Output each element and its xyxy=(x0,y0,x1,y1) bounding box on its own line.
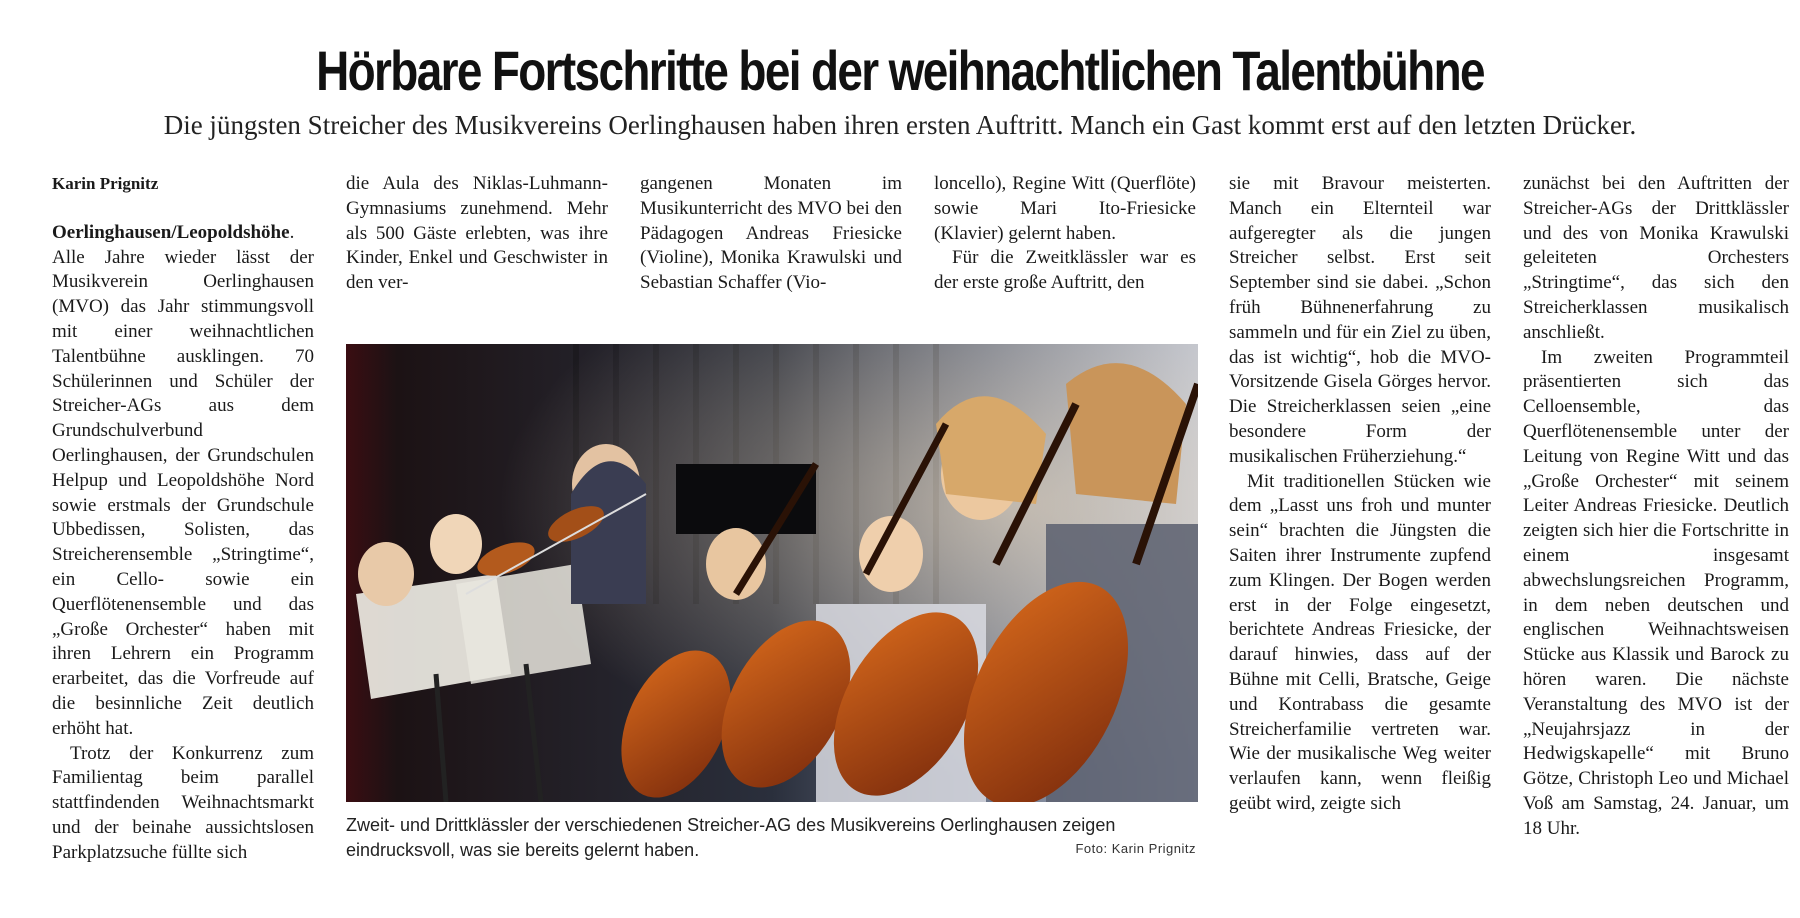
paragraph: Trotz der Konkurrenz zum Familientag beim parallel stattfindenden Weihnachtsmarkt und der beinahe aussichtslosen Parkplatzsuche füllte sich xyxy=(52,742,314,863)
paragraph: sie mit Bravour meisterten. Manch ein Elternteil war aufgeregter als die jungen Streicher selbst. Erst seit September sind sie dabei. „Schon früh Bühnenerfahrung zu sammeln und für ein Ziel zu üben, das ist wichtig“, hob die MVO-Vorsitzende Gisela Görges hervor. Die Streicherklassen seien „eine besondere Form der musikalischen Früherziehung.“ xyxy=(1229,173,1491,467)
headline: Hörbare Fortschritte bei der weihnachtlichen Talentbühne xyxy=(316,39,1484,102)
orchestra-photo xyxy=(346,344,1198,802)
paragraph: die Aula des Niklas-Luhmann-Gymnasiums zunehmend. Mehr als 500 Gäste erlebten, was ihre Kinder, Enkel und Geschwister in den ver- xyxy=(346,173,608,294)
lead-paragraph xyxy=(52,221,314,742)
article-column-2 xyxy=(346,172,608,296)
article-column-4 xyxy=(934,172,1196,296)
dateline-place: Oerlinghausen/Leopoldshöhe xyxy=(52,221,290,243)
photo-credit: Foto: Karin Prignitz xyxy=(1075,841,1196,856)
paragraph: zunächst bei den Auftritten der Streicher-AGs der Drittklässler und des von Monika Krawulski geleiteten Orchesters „Stringtime“, das sich den Streicherklassen musikalisch anschließt. xyxy=(1523,173,1789,343)
paragraph: Im zweiten Programmteil präsentierten sich das Celloensemble, das Querflötenensemble unter der Leitung von Regine Witt und das „Große Orchester“ mit seinem Leiter Andreas Friesicke. Deutlich zeigten sich hier die Fortschritte in einem insgesamt abwechslungsreichen Programm, in dem neben deutschen und englischen Weihnachtsweisen Stücke aus Klassik und Barock zu hören waren. Die nächste Veranstaltung des MVO ist der „Neujahrsjazz in der Hedwigskapelle“ mit Bruno Götze, Christoph Leo und Michael Voß am Samstag, 24. Januar, um 18 Uhr. xyxy=(1523,346,1789,839)
paragraph-text: . Alle Jahre wieder lässt der Musikverein Oerlinghausen (MVO) das Jahr stimmungsvoll mit einer weihnachtlichen Talentbühne ausklingen. 70 Schülerinnen und Schüler der Streicher-AGs aus dem Grundschulverbund Oerlinghausen, der Grundschulen Helpup und Leopoldshöhe Nord sowie erstmals der Grundschule Ubbedissen, Solisten, das Streicherensemble „Stringtime“, ein Cello- sowie ein Querflötenensemble und das „Große Orchester“ haben mit ihren Lehrern ein Programm erarbeitet, das die Vorfreude auf die besinnliche Zeit deutlich erhöht hat. xyxy=(52,221,314,739)
author-byline: Karin Prignitz xyxy=(52,174,159,193)
article-column-6 xyxy=(1523,172,1789,842)
subline: Die jüngsten Streicher des Musikvereins Oerlinghausen haben ihren ersten Auftritt. Manch ein Gast kommt erst auf den letzten Drücker. xyxy=(163,110,1637,140)
paragraph: gangenen Monaten im Musikunterricht des MVO bei den Pädagogen Andreas Friesicke (Violine), Monika Krawulski und Sebastian Schaffer (Vio- xyxy=(640,173,902,294)
article-column-1 xyxy=(52,172,314,866)
paragraph: loncello), Regine Witt (Querflöte) sowie Mari Ito-Friesicke (Klavier) gelernt haben. xyxy=(934,173,1196,244)
orchestra-photo-illustration xyxy=(346,344,1198,802)
article-column-5 xyxy=(1229,172,1491,817)
paragraph: Für die Zweitklässler war es der erste große Auftritt, den xyxy=(934,247,1196,294)
article-column-3 xyxy=(640,172,902,296)
photo-caption: Zweit- und Drittklässler der verschiedenen Streicher-AG des Musikvereins Oerlinghausen zeigen eindrucksvoll, was sie bereits gelernt haben. xyxy=(346,815,1116,860)
paragraph: Mit traditionellen Stücken wie dem „Lasst uns froh und munter sein“ brachten die Jüngsten die Saiten ihrer Instrumente zupfend zum Klingen. Der Bogen werden erst in der Folge eingesetzt, berichtete Andreas Friesicke, der darauf hinwies, dass auf der Bühne mit Celli, Bratsche, Geige und Kontrabass die gesamte Streicherfamilie vertreten war. Wie der musikalische Weg weiter verlaufen kann, wenn fleißig geübt wird, zeigte sich xyxy=(1229,470,1491,814)
